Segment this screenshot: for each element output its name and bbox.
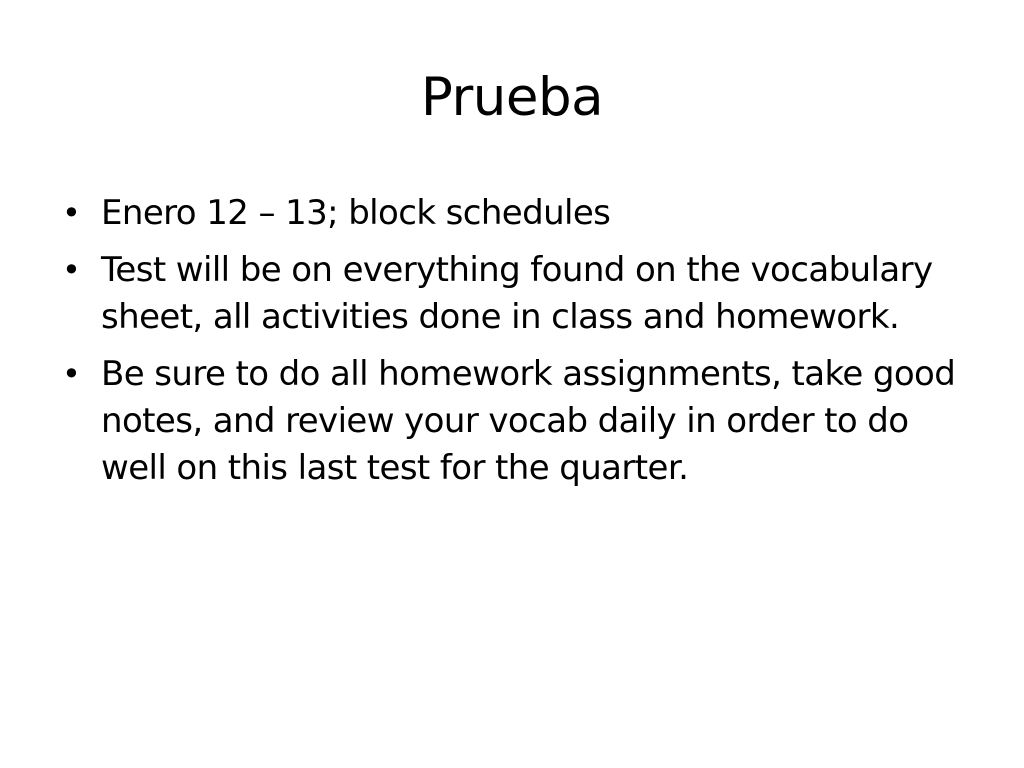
bullet-text: Test will be on everything found on the vocabulary sheet, all activities done in class and homework. [101,250,933,337]
bullet-item-test-scope [62,247,982,341]
bullet-icon: • [62,251,81,289]
bullet-icon: • [62,355,81,393]
bullet-text: Enero 12 – 13; block schedules [101,193,611,233]
bullet-item-dates [62,190,982,237]
bullet-icon: • [62,194,81,232]
slide-title: Prueba [420,67,604,128]
bullet-text: Be sure to do all homework assignments, take good notes, and review your vocab daily in order to do well on this last test for the quarter. [101,354,956,488]
bullet-item-study-advice [62,351,982,492]
bullet-list [62,190,982,502]
